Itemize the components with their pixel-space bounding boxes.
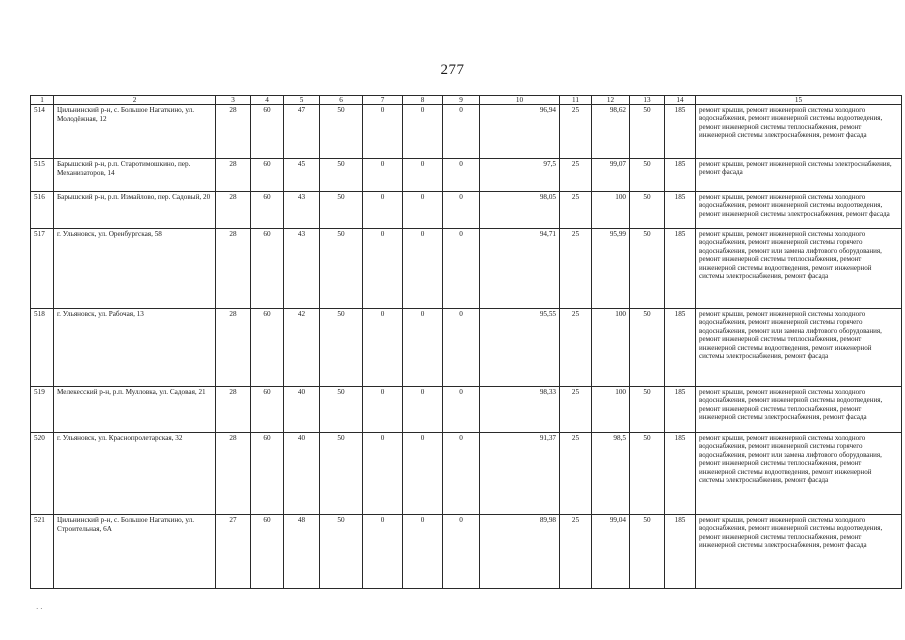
col6-cell: 50 [320, 433, 363, 515]
table-row [31, 515, 902, 589]
column-header: 6 [320, 96, 363, 105]
col9-cell: 0 [443, 309, 480, 387]
col11-cell: 25 [560, 159, 592, 192]
col4-cell: 60 [251, 433, 284, 515]
col9-cell: 0 [443, 515, 480, 589]
col4-cell: 60 [251, 387, 284, 433]
repair-works-cell: ремонт крыши, ремонт инженерной системы холодного водоснабжения, ремонт инженерной системы горячего водоснабжения, ремонт или замена лифтового оборудования, ремонт инженерной системы теплоснабжения, ремонт инженерной системы водоотведения, ремонт инженерной системы электроснабжения, ремонт фасада [696, 229, 902, 309]
repair-works-cell: ремонт крыши, ремонт инженерной системы электроснабжения, ремонт фасада [696, 159, 902, 192]
column-number-row [31, 96, 902, 105]
repair-works-cell: ремонт крыши, ремонт инженерной системы холодного водоснабжения, ремонт инженерной системы водоотведения, ремонт инженерной системы теплоснабжения, ремонт инженерной системы электроснабжения, ремонт фасада [696, 515, 902, 589]
table-row [31, 309, 902, 387]
col10-cell: 89,98 [480, 515, 560, 589]
column-header: 14 [665, 96, 696, 105]
col11-cell: 25 [560, 105, 592, 159]
column-header: 5 [284, 96, 320, 105]
row-number-cell: 518 [31, 309, 54, 387]
page-number: 277 [440, 62, 465, 78]
col8-cell: 0 [403, 105, 443, 159]
column-header: 9 [443, 96, 480, 105]
col6-cell: 50 [320, 387, 363, 433]
column-header: 11 [560, 96, 592, 105]
table-row [31, 159, 902, 192]
col13-cell: 50 [630, 105, 665, 159]
table-row [31, 105, 902, 159]
table-row [31, 433, 902, 515]
address-cell: Мелекесский р-н, р.п. Мулловка, ул. Садовая, 21 [54, 387, 216, 433]
column-header: 10 [480, 96, 560, 105]
col11-cell: 25 [560, 309, 592, 387]
address-cell: Барышский р-н, р.п. Измайлово, пер. Садовый, 20 [54, 192, 216, 229]
col12-cell: 95,99 [592, 229, 630, 309]
column-header: 4 [251, 96, 284, 105]
col6-cell: 50 [320, 159, 363, 192]
row-number-cell: 514 [31, 105, 54, 159]
col14-cell: 185 [665, 515, 696, 589]
column-header: 13 [630, 96, 665, 105]
column-header: 3 [216, 96, 251, 105]
col9-cell: 0 [443, 433, 480, 515]
col6-cell: 50 [320, 229, 363, 309]
col3-cell: 28 [216, 159, 251, 192]
row-number-cell: 520 [31, 433, 54, 515]
col8-cell: 0 [403, 159, 443, 192]
col7-cell: 0 [363, 387, 403, 433]
col14-cell: 185 [665, 387, 696, 433]
col13-cell: 50 [630, 515, 665, 589]
col10-cell: 98,05 [480, 192, 560, 229]
col10-cell: 96,94 [480, 105, 560, 159]
col12-cell: 98,5 [592, 433, 630, 515]
col5-cell: 40 [284, 387, 320, 433]
row-number-cell: 517 [31, 229, 54, 309]
col10-cell: 91,37 [480, 433, 560, 515]
col7-cell: 0 [363, 515, 403, 589]
column-header: 1 [31, 96, 54, 105]
col5-cell: 42 [284, 309, 320, 387]
col8-cell: 0 [403, 192, 443, 229]
col4-cell: 60 [251, 159, 284, 192]
col13-cell: 50 [630, 309, 665, 387]
col8-cell: 0 [403, 309, 443, 387]
col4-cell: 60 [251, 515, 284, 589]
repair-register-table [30, 95, 902, 589]
col11-cell: 25 [560, 387, 592, 433]
col5-cell: 48 [284, 515, 320, 589]
col7-cell: 0 [363, 309, 403, 387]
col13-cell: 50 [630, 159, 665, 192]
col4-cell: 60 [251, 105, 284, 159]
table-row [31, 192, 902, 229]
col9-cell: 0 [443, 159, 480, 192]
table-row [31, 229, 902, 309]
col10-cell: 97,5 [480, 159, 560, 192]
col13-cell: 50 [630, 387, 665, 433]
col7-cell: 0 [363, 105, 403, 159]
scan-marks: · · [36, 605, 43, 613]
col7-cell: 0 [363, 159, 403, 192]
col3-cell: 28 [216, 192, 251, 229]
address-cell: Цильнинский р-н, с. Большое Нагаткино, ул. Молодёжная, 12 [54, 105, 216, 159]
col10-cell: 95,55 [480, 309, 560, 387]
col10-cell: 94,71 [480, 229, 560, 309]
col3-cell: 28 [216, 229, 251, 309]
table-row [31, 387, 902, 433]
col4-cell: 60 [251, 192, 284, 229]
address-cell: Цильнинский р-н, с. Большое Нагаткино, ул. Строительная, 6А [54, 515, 216, 589]
col12-cell: 98,62 [592, 105, 630, 159]
col3-cell: 28 [216, 387, 251, 433]
column-header: 8 [403, 96, 443, 105]
col11-cell: 25 [560, 515, 592, 589]
col14-cell: 185 [665, 192, 696, 229]
col12-cell: 100 [592, 387, 630, 433]
col12-cell: 99,04 [592, 515, 630, 589]
row-number-cell: 519 [31, 387, 54, 433]
col12-cell: 100 [592, 192, 630, 229]
row-number-cell: 521 [31, 515, 54, 589]
col9-cell: 0 [443, 192, 480, 229]
col14-cell: 185 [665, 309, 696, 387]
repair-works-cell: ремонт крыши, ремонт инженерной системы холодного водоснабжения, ремонт инженерной системы водоотведения, ремонт инженерной системы теплоснабжения, ремонт инженерной системы электроснабжения, ремонт фасада [696, 105, 902, 159]
col3-cell: 28 [216, 433, 251, 515]
col13-cell: 50 [630, 433, 665, 515]
repair-works-cell: ремонт крыши, ремонт инженерной системы холодного водоснабжения, ремонт инженерной системы водоотведения, ремонт инженерной системы электроснабжения, ремонт фасада [696, 192, 902, 229]
col12-cell: 99,07 [592, 159, 630, 192]
col7-cell: 0 [363, 433, 403, 515]
col11-cell: 25 [560, 229, 592, 309]
col7-cell: 0 [363, 229, 403, 309]
row-number-cell: 516 [31, 192, 54, 229]
col5-cell: 43 [284, 229, 320, 309]
address-cell: Барышский р-н, р.п. Старотимошкино, пер. Механизаторов, 14 [54, 159, 216, 192]
column-header: 12 [592, 96, 630, 105]
address-cell: г. Ульяновск, ул. Оренбургская, 58 [54, 229, 216, 309]
col8-cell: 0 [403, 229, 443, 309]
address-cell: г. Ульяновск, ул. Краснопролетарская, 32 [54, 433, 216, 515]
col3-cell: 28 [216, 309, 251, 387]
col11-cell: 25 [560, 192, 592, 229]
col14-cell: 185 [665, 159, 696, 192]
col4-cell: 60 [251, 229, 284, 309]
col9-cell: 0 [443, 229, 480, 309]
col3-cell: 27 [216, 515, 251, 589]
address-cell: г. Ульяновск, ул. Рабочая, 13 [54, 309, 216, 387]
column-header: 7 [363, 96, 403, 105]
repair-works-cell: ремонт крыши, ремонт инженерной системы холодного водоснабжения, ремонт инженерной системы водоотведения, ремонт инженерной системы теплоснабжения, ремонт инженерной системы электроснабжения, ремонт фасада [696, 387, 902, 433]
col13-cell: 50 [630, 192, 665, 229]
col4-cell: 60 [251, 309, 284, 387]
row-number-cell: 515 [31, 159, 54, 192]
col6-cell: 50 [320, 192, 363, 229]
col12-cell: 100 [592, 309, 630, 387]
col5-cell: 40 [284, 433, 320, 515]
col14-cell: 185 [665, 105, 696, 159]
col8-cell: 0 [403, 515, 443, 589]
col6-cell: 50 [320, 309, 363, 387]
col7-cell: 0 [363, 192, 403, 229]
column-header: 15 [696, 96, 902, 105]
col5-cell: 43 [284, 192, 320, 229]
column-header: 2 [54, 96, 216, 105]
col10-cell: 98,33 [480, 387, 560, 433]
col5-cell: 45 [284, 159, 320, 192]
col6-cell: 50 [320, 105, 363, 159]
col5-cell: 47 [284, 105, 320, 159]
col6-cell: 50 [320, 515, 363, 589]
repair-works-cell: ремонт крыши, ремонт инженерной системы холодного водоснабжения, ремонт инженерной системы горячего водоснабжения, ремонт или замена лифтового оборудования, ремонт инженерной системы теплоснабжения, ремонт инженерной системы водоотведения, ремонт инженерной системы электроснабжения, ремонт фасада [696, 433, 902, 515]
repair-works-cell: ремонт крыши, ремонт инженерной системы холодного водоснабжения, ремонт инженерной системы горячего водоснабжения, ремонт или замена лифтового оборудования, ремонт инженерной системы теплоснабжения, ремонт инженерной системы водоотведения, ремонт инженерной системы электроснабжения, ремонт фасада [696, 309, 902, 387]
col8-cell: 0 [403, 387, 443, 433]
col9-cell: 0 [443, 105, 480, 159]
col3-cell: 28 [216, 105, 251, 159]
col14-cell: 185 [665, 229, 696, 309]
col14-cell: 185 [665, 433, 696, 515]
col11-cell: 25 [560, 433, 592, 515]
col9-cell: 0 [443, 387, 480, 433]
col8-cell: 0 [403, 433, 443, 515]
col13-cell: 50 [630, 229, 665, 309]
